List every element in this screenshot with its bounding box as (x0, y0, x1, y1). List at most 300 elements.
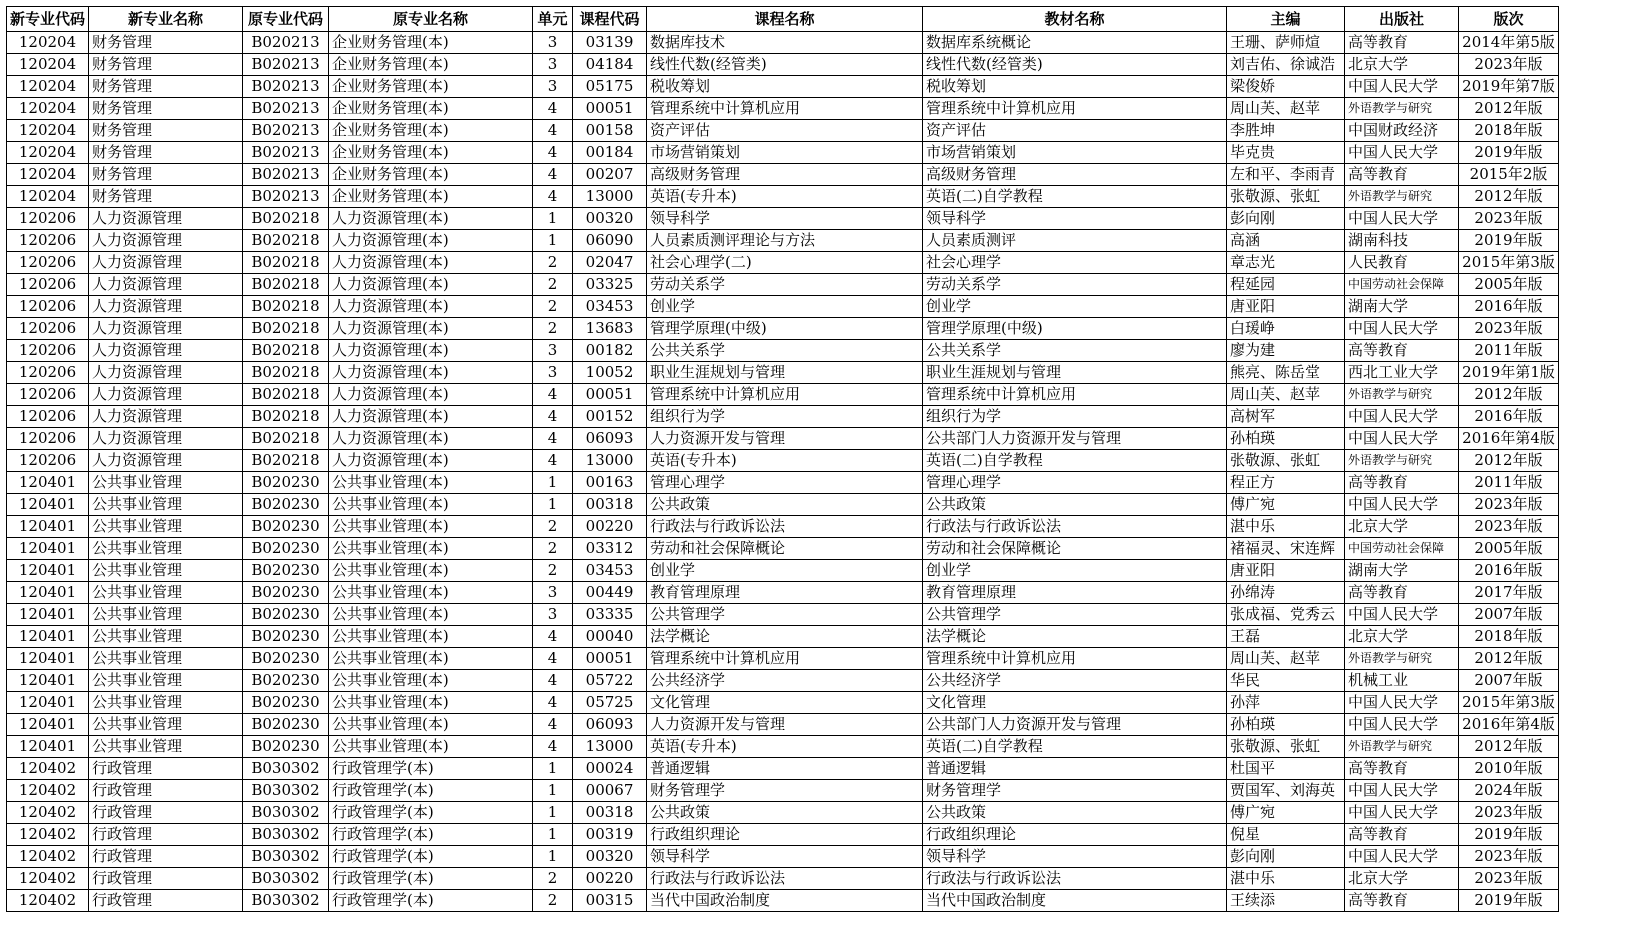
header-editor: 主编 (1227, 7, 1345, 32)
cell-course-name: 财务管理学 (647, 780, 923, 802)
cell-old-major-code: B020218 (243, 252, 329, 274)
cell-publisher: 高等教育 (1345, 32, 1459, 54)
cell-course-code: 00051 (573, 384, 647, 406)
cell-old-major-code: B020230 (243, 538, 329, 560)
table-row (7, 670, 1559, 692)
cell-unit: 4 (533, 384, 573, 406)
cell-course-name: 公共经济学 (647, 670, 923, 692)
cell-textbook-name: 领导科学 (923, 846, 1227, 868)
cell-editor: 傅广宛 (1227, 494, 1345, 516)
cell-old-major-code: B020218 (243, 450, 329, 472)
cell-new-major-name: 人力资源管理 (89, 384, 243, 406)
cell-editor: 孙萍 (1227, 692, 1345, 714)
cell-editor: 章志光 (1227, 252, 1345, 274)
cell-course-name: 管理系统中计算机应用 (647, 384, 923, 406)
course-textbook-table (6, 6, 1559, 912)
cell-new-major-code: 120206 (7, 384, 89, 406)
cell-publisher: 中国劳动社会保障 (1345, 538, 1459, 560)
cell-editor: 杜国平 (1227, 758, 1345, 780)
header-old-major-code: 原专业代码 (243, 7, 329, 32)
cell-editor: 唐亚阳 (1227, 560, 1345, 582)
cell-textbook-name: 普通逻辑 (923, 758, 1227, 780)
cell-textbook-name: 组织行为学 (923, 406, 1227, 428)
cell-publisher: 湖南科技 (1345, 230, 1459, 252)
cell-new-major-code: 120204 (7, 54, 89, 76)
cell-old-major-code: B030302 (243, 890, 329, 912)
cell-editor: 孙柏瑛 (1227, 428, 1345, 450)
cell-old-major-code: B020218 (243, 274, 329, 296)
cell-new-major-code: 120204 (7, 98, 89, 120)
cell-unit: 3 (533, 582, 573, 604)
cell-course-name: 线性代数(经管类) (647, 54, 923, 76)
cell-course-name: 当代中国政治制度 (647, 890, 923, 912)
cell-new-major-name: 行政管理 (89, 824, 243, 846)
cell-old-major-name: 企业财务管理(本) (329, 32, 533, 54)
cell-textbook-name: 资产评估 (923, 120, 1227, 142)
cell-publisher: 外语教学与研究 (1345, 450, 1459, 472)
cell-old-major-code: B020218 (243, 428, 329, 450)
table-row (7, 736, 1559, 758)
cell-new-major-name: 行政管理 (89, 780, 243, 802)
cell-course-name: 英语(专升本) (647, 450, 923, 472)
cell-editor: 左和平、李雨青 (1227, 164, 1345, 186)
cell-course-code: 00318 (573, 494, 647, 516)
cell-textbook-name: 公共政策 (923, 802, 1227, 824)
cell-edition: 2023年版 (1459, 208, 1559, 230)
cell-publisher: 中国人民大学 (1345, 142, 1459, 164)
cell-course-code: 00318 (573, 802, 647, 824)
cell-publisher: 高等教育 (1345, 164, 1459, 186)
table-row (7, 32, 1559, 54)
cell-publisher: 西北工业大学 (1345, 362, 1459, 384)
header-new-major-code: 新专业代码 (7, 7, 89, 32)
cell-old-major-name: 企业财务管理(本) (329, 98, 533, 120)
table-row (7, 76, 1559, 98)
cell-new-major-code: 120401 (7, 736, 89, 758)
cell-edition: 2016年版 (1459, 560, 1559, 582)
cell-course-name: 人力资源开发与管理 (647, 428, 923, 450)
header-new-major-name: 新专业名称 (89, 7, 243, 32)
cell-course-code: 00040 (573, 626, 647, 648)
cell-new-major-name: 财务管理 (89, 54, 243, 76)
cell-new-major-code: 120401 (7, 692, 89, 714)
cell-new-major-name: 公共事业管理 (89, 692, 243, 714)
cell-unit: 1 (533, 824, 573, 846)
cell-course-code: 00184 (573, 142, 647, 164)
cell-new-major-name: 财务管理 (89, 186, 243, 208)
cell-editor: 白瑗峥 (1227, 318, 1345, 340)
table-row (7, 472, 1559, 494)
cell-unit: 3 (533, 76, 573, 98)
cell-unit: 4 (533, 98, 573, 120)
cell-course-name: 普通逻辑 (647, 758, 923, 780)
cell-old-major-code: B020213 (243, 120, 329, 142)
cell-new-major-code: 120206 (7, 362, 89, 384)
cell-new-major-code: 120206 (7, 428, 89, 450)
header-unit: 单元 (533, 7, 573, 32)
cell-edition: 2017年版 (1459, 582, 1559, 604)
cell-new-major-name: 人力资源管理 (89, 296, 243, 318)
cell-old-major-name: 企业财务管理(本) (329, 142, 533, 164)
cell-textbook-name: 教育管理原理 (923, 582, 1227, 604)
cell-new-major-code: 120402 (7, 890, 89, 912)
table-row (7, 164, 1559, 186)
cell-publisher: 中国财政经济 (1345, 120, 1459, 142)
cell-new-major-code: 120401 (7, 494, 89, 516)
cell-textbook-name: 行政法与行政诉讼法 (923, 516, 1227, 538)
cell-publisher: 湖南大学 (1345, 560, 1459, 582)
cell-edition: 2016年第4版 (1459, 428, 1559, 450)
cell-course-code: 00163 (573, 472, 647, 494)
cell-new-major-name: 行政管理 (89, 890, 243, 912)
cell-editor: 倪星 (1227, 824, 1345, 846)
cell-new-major-name: 人力资源管理 (89, 318, 243, 340)
cell-unit: 3 (533, 32, 573, 54)
cell-new-major-name: 公共事业管理 (89, 560, 243, 582)
cell-course-name: 英语(专升本) (647, 186, 923, 208)
cell-old-major-name: 人力资源管理(本) (329, 450, 533, 472)
cell-textbook-name: 线性代数(经管类) (923, 54, 1227, 76)
cell-textbook-name: 公共部门人力资源开发与管理 (923, 428, 1227, 450)
table-row (7, 846, 1559, 868)
cell-publisher: 中国人民大学 (1345, 604, 1459, 626)
cell-old-major-name: 人力资源管理(本) (329, 208, 533, 230)
cell-new-major-code: 120401 (7, 582, 89, 604)
cell-editor: 张成福、党秀云 (1227, 604, 1345, 626)
table-row (7, 780, 1559, 802)
cell-publisher: 外语教学与研究 (1345, 648, 1459, 670)
cell-new-major-code: 120401 (7, 472, 89, 494)
cell-new-major-name: 财务管理 (89, 98, 243, 120)
cell-new-major-code: 120206 (7, 230, 89, 252)
cell-publisher: 中国劳动社会保障 (1345, 274, 1459, 296)
cell-course-name: 文化管理 (647, 692, 923, 714)
cell-editor: 张敬源、张虹 (1227, 450, 1345, 472)
cell-course-name: 行政法与行政诉讼法 (647, 516, 923, 538)
cell-unit: 1 (533, 846, 573, 868)
cell-old-major-name: 公共事业管理(本) (329, 626, 533, 648)
cell-course-code: 03335 (573, 604, 647, 626)
cell-new-major-name: 公共事业管理 (89, 582, 243, 604)
table-row (7, 538, 1559, 560)
cell-course-name: 数据库技术 (647, 32, 923, 54)
cell-new-major-name: 行政管理 (89, 846, 243, 868)
cell-unit: 3 (533, 362, 573, 384)
cell-textbook-name: 管理系统中计算机应用 (923, 98, 1227, 120)
cell-new-major-code: 120206 (7, 252, 89, 274)
cell-textbook-name: 文化管理 (923, 692, 1227, 714)
cell-new-major-code: 120401 (7, 648, 89, 670)
cell-textbook-name: 管理学原理(中级) (923, 318, 1227, 340)
cell-old-major-code: B020230 (243, 626, 329, 648)
cell-textbook-name: 市场营销策划 (923, 142, 1227, 164)
cell-course-code: 06093 (573, 714, 647, 736)
table-row (7, 626, 1559, 648)
cell-old-major-code: B030302 (243, 802, 329, 824)
header-old-major-name: 原专业名称 (329, 7, 533, 32)
cell-edition: 2012年版 (1459, 736, 1559, 758)
cell-edition: 2019年第7版 (1459, 76, 1559, 98)
cell-unit: 2 (533, 252, 573, 274)
cell-course-code: 00320 (573, 208, 647, 230)
cell-editor: 傅广宛 (1227, 802, 1345, 824)
cell-old-major-name: 公共事业管理(本) (329, 582, 533, 604)
course-table-container (6, 6, 1559, 912)
cell-course-name: 职业生涯规划与管理 (647, 362, 923, 384)
table-row (7, 362, 1559, 384)
cell-unit: 2 (533, 274, 573, 296)
cell-unit: 3 (533, 54, 573, 76)
cell-edition: 2016年版 (1459, 406, 1559, 428)
cell-new-major-name: 人力资源管理 (89, 406, 243, 428)
table-row (7, 208, 1559, 230)
cell-old-major-name: 公共事业管理(本) (329, 648, 533, 670)
cell-old-major-name: 公共事业管理(本) (329, 560, 533, 582)
cell-old-major-code: B020230 (243, 494, 329, 516)
cell-old-major-code: B020230 (243, 648, 329, 670)
cell-edition: 2023年版 (1459, 494, 1559, 516)
cell-edition: 2016年版 (1459, 296, 1559, 318)
table-row (7, 428, 1559, 450)
cell-new-major-code: 120401 (7, 538, 89, 560)
cell-editor: 张敬源、张虹 (1227, 736, 1345, 758)
cell-old-major-name: 企业财务管理(本) (329, 76, 533, 98)
cell-new-major-code: 120402 (7, 824, 89, 846)
table-row (7, 516, 1559, 538)
cell-old-major-name: 人力资源管理(本) (329, 428, 533, 450)
table-row (7, 494, 1559, 516)
cell-editor: 王磊 (1227, 626, 1345, 648)
cell-unit: 2 (533, 318, 573, 340)
cell-publisher: 高等教育 (1345, 824, 1459, 846)
cell-publisher: 机械工业 (1345, 670, 1459, 692)
cell-textbook-name: 管理系统中计算机应用 (923, 384, 1227, 406)
cell-course-code: 06093 (573, 428, 647, 450)
cell-edition: 2023年版 (1459, 802, 1559, 824)
table-row (7, 582, 1559, 604)
cell-edition: 2015年2版 (1459, 164, 1559, 186)
cell-new-major-name: 财务管理 (89, 76, 243, 98)
cell-publisher: 外语教学与研究 (1345, 186, 1459, 208)
cell-publisher: 北京大学 (1345, 54, 1459, 76)
cell-course-code: 13000 (573, 736, 647, 758)
table-row (7, 318, 1559, 340)
cell-textbook-name: 管理心理学 (923, 472, 1227, 494)
header-course-code: 课程代码 (573, 7, 647, 32)
cell-edition: 2007年版 (1459, 670, 1559, 692)
cell-course-code: 10052 (573, 362, 647, 384)
cell-old-major-name: 企业财务管理(本) (329, 186, 533, 208)
cell-course-code: 00319 (573, 824, 647, 846)
cell-unit: 1 (533, 802, 573, 824)
cell-old-major-code: B020213 (243, 98, 329, 120)
cell-course-name: 公共政策 (647, 494, 923, 516)
cell-textbook-name: 公共政策 (923, 494, 1227, 516)
cell-new-major-code: 120401 (7, 626, 89, 648)
cell-course-code: 00152 (573, 406, 647, 428)
cell-old-major-name: 公共事业管理(本) (329, 472, 533, 494)
cell-course-name: 行政法与行政诉讼法 (647, 868, 923, 890)
cell-old-major-name: 公共事业管理(本) (329, 670, 533, 692)
cell-course-name: 劳动和社会保障概论 (647, 538, 923, 560)
cell-edition: 2023年版 (1459, 318, 1559, 340)
cell-course-name: 行政组织理论 (647, 824, 923, 846)
cell-publisher: 高等教育 (1345, 472, 1459, 494)
cell-unit: 2 (533, 560, 573, 582)
cell-new-major-code: 120402 (7, 758, 89, 780)
cell-new-major-name: 行政管理 (89, 868, 243, 890)
cell-new-major-code: 120402 (7, 780, 89, 802)
cell-new-major-code: 120402 (7, 846, 89, 868)
table-row (7, 868, 1559, 890)
header-edition: 版次 (1459, 7, 1559, 32)
header-textbook-name: 教材名称 (923, 7, 1227, 32)
cell-new-major-name: 公共事业管理 (89, 494, 243, 516)
cell-publisher: 北京大学 (1345, 516, 1459, 538)
cell-new-major-code: 120206 (7, 318, 89, 340)
cell-old-major-code: B020213 (243, 186, 329, 208)
cell-old-major-name: 行政管理学(本) (329, 780, 533, 802)
cell-new-major-name: 公共事业管理 (89, 516, 243, 538)
cell-old-major-name: 公共事业管理(本) (329, 692, 533, 714)
cell-editor: 高涵 (1227, 230, 1345, 252)
table-row (7, 450, 1559, 472)
cell-unit: 2 (533, 516, 573, 538)
cell-course-name: 人员素质测评理论与方法 (647, 230, 923, 252)
cell-course-code: 13000 (573, 186, 647, 208)
cell-unit: 1 (533, 230, 573, 252)
cell-textbook-name: 英语(二)自学教程 (923, 736, 1227, 758)
cell-course-code: 00220 (573, 516, 647, 538)
cell-old-major-name: 行政管理学(本) (329, 802, 533, 824)
cell-textbook-name: 公共部门人力资源开发与管理 (923, 714, 1227, 736)
cell-editor: 湛中乐 (1227, 516, 1345, 538)
cell-edition: 2023年版 (1459, 846, 1559, 868)
cell-textbook-name: 英语(二)自学教程 (923, 450, 1227, 472)
cell-new-major-name: 公共事业管理 (89, 714, 243, 736)
cell-new-major-name: 公共事业管理 (89, 648, 243, 670)
cell-course-name: 英语(专升本) (647, 736, 923, 758)
cell-edition: 2012年版 (1459, 648, 1559, 670)
cell-old-major-code: B020230 (243, 692, 329, 714)
cell-old-major-code: B020218 (243, 384, 329, 406)
cell-edition: 2005年版 (1459, 538, 1559, 560)
cell-old-major-name: 人力资源管理(本) (329, 406, 533, 428)
cell-editor: 程延园 (1227, 274, 1345, 296)
cell-textbook-name: 高级财务管理 (923, 164, 1227, 186)
cell-unit: 4 (533, 692, 573, 714)
cell-old-major-name: 行政管理学(本) (329, 824, 533, 846)
table-row (7, 120, 1559, 142)
cell-edition: 2005年版 (1459, 274, 1559, 296)
cell-course-code: 04184 (573, 54, 647, 76)
cell-editor: 周山芙、赵苹 (1227, 384, 1345, 406)
cell-new-major-code: 120206 (7, 296, 89, 318)
cell-publisher: 湖南大学 (1345, 296, 1459, 318)
cell-publisher: 中国人民大学 (1345, 846, 1459, 868)
cell-old-major-name: 人力资源管理(本) (329, 340, 533, 362)
cell-publisher: 中国人民大学 (1345, 208, 1459, 230)
cell-unit: 4 (533, 736, 573, 758)
table-row (7, 230, 1559, 252)
cell-edition: 2012年版 (1459, 98, 1559, 120)
cell-unit: 4 (533, 626, 573, 648)
cell-textbook-name: 职业生涯规划与管理 (923, 362, 1227, 384)
cell-old-major-code: B020230 (243, 736, 329, 758)
cell-course-name: 公共关系学 (647, 340, 923, 362)
cell-course-code: 00220 (573, 868, 647, 890)
cell-unit: 3 (533, 604, 573, 626)
cell-unit: 3 (533, 340, 573, 362)
cell-course-name: 高级财务管理 (647, 164, 923, 186)
cell-old-major-name: 公共事业管理(本) (329, 736, 533, 758)
cell-course-code: 02047 (573, 252, 647, 274)
cell-unit: 1 (533, 780, 573, 802)
table-row (7, 252, 1559, 274)
cell-textbook-name: 公共关系学 (923, 340, 1227, 362)
cell-editor: 高树军 (1227, 406, 1345, 428)
table-row (7, 54, 1559, 76)
cell-unit: 4 (533, 670, 573, 692)
cell-old-major-name: 公共事业管理(本) (329, 714, 533, 736)
table-row (7, 296, 1559, 318)
cell-edition: 2018年版 (1459, 120, 1559, 142)
cell-editor: 褚福灵、宋连辉 (1227, 538, 1345, 560)
cell-old-major-code: B020230 (243, 560, 329, 582)
cell-new-major-name: 公共事业管理 (89, 604, 243, 626)
cell-unit: 4 (533, 142, 573, 164)
cell-editor: 程正方 (1227, 472, 1345, 494)
table-row (7, 340, 1559, 362)
cell-old-major-name: 公共事业管理(本) (329, 604, 533, 626)
cell-editor: 湛中乐 (1227, 868, 1345, 890)
cell-textbook-name: 创业学 (923, 560, 1227, 582)
cell-course-name: 法学概论 (647, 626, 923, 648)
table-row (7, 604, 1559, 626)
cell-old-major-name: 行政管理学(本) (329, 758, 533, 780)
cell-edition: 2011年版 (1459, 340, 1559, 362)
cell-unit: 1 (533, 494, 573, 516)
cell-publisher: 高等教育 (1345, 340, 1459, 362)
cell-publisher: 中国人民大学 (1345, 802, 1459, 824)
cell-editor: 王珊、萨师煊 (1227, 32, 1345, 54)
cell-new-major-code: 120401 (7, 516, 89, 538)
cell-unit: 2 (533, 538, 573, 560)
cell-old-major-code: B020218 (243, 362, 329, 384)
cell-new-major-name: 公共事业管理 (89, 626, 243, 648)
cell-course-code: 00024 (573, 758, 647, 780)
table-header-row (7, 7, 1559, 32)
cell-course-name: 领导科学 (647, 846, 923, 868)
cell-course-code: 03453 (573, 296, 647, 318)
cell-unit: 2 (533, 890, 573, 912)
cell-new-major-code: 120206 (7, 450, 89, 472)
cell-course-name: 创业学 (647, 560, 923, 582)
cell-new-major-code: 120401 (7, 670, 89, 692)
cell-edition: 2023年版 (1459, 54, 1559, 76)
cell-old-major-name: 人力资源管理(本) (329, 362, 533, 384)
cell-edition: 2014年第5版 (1459, 32, 1559, 54)
cell-edition: 2011年版 (1459, 472, 1559, 494)
cell-new-major-name: 人力资源管理 (89, 362, 243, 384)
cell-publisher: 中国人民大学 (1345, 76, 1459, 98)
cell-publisher: 北京大学 (1345, 868, 1459, 890)
cell-editor: 熊亮、陈岳堂 (1227, 362, 1345, 384)
cell-unit: 2 (533, 868, 573, 890)
cell-course-name: 教育管理原理 (647, 582, 923, 604)
cell-edition: 2016年第4版 (1459, 714, 1559, 736)
cell-unit: 1 (533, 472, 573, 494)
